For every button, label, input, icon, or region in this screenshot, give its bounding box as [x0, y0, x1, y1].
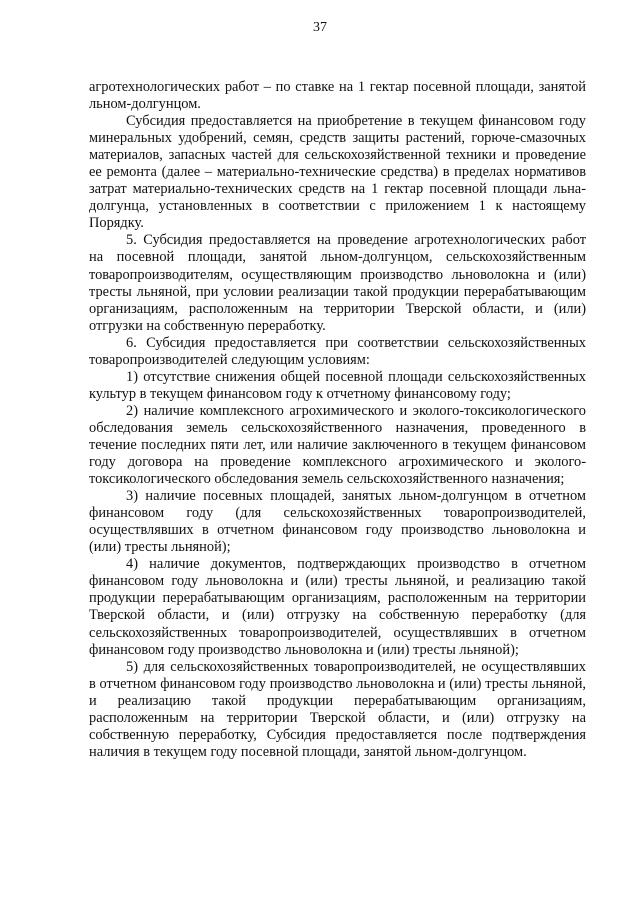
paragraph-p3: 6. Субсидия предоставляется при соответствии сельскохозяйственных товаропроизводителей следующим условиям:: [89, 334, 586, 368]
page-number: 37: [313, 20, 327, 35]
body-text: [89, 79, 586, 761]
paragraph-p1: Субсидия предоставляется на приобретение в текущем финансовом году минеральных удобрений, семян, средств защиты растений, горюче-смазочных материалов, запасных частей для сельскохозяйственной техники и проведение ее ремонта (далее – материально-технические средства) в пределах нормативов затрат материально-технических средств на 1 гектар посевной площади льна-долгунца, установленных в соответствии с приложением 1 к настоящему Порядку.: [89, 113, 586, 232]
paragraph-p7: 4) наличие документов, подтверждающих производство в отчетном финансовом году льноволокна и (или) тресты льняной, и реализацию такой продукции перерабатывающим организациям, расположенным на территории Тверской области, и (или) отгрузку на собственную переработку (для сельскохозяйственных товаропроизводителей, осуществлявших в отчетном финансовом году производство льноволокна и (или) тресты льняной);: [89, 556, 586, 658]
paragraph-p4: 1) отсутствие снижения общей посевной площади сельскохозяйственных культур в текущем финансовом году к отчетному финансовому году;: [89, 368, 586, 402]
paragraph-p5: 2) наличие комплексного агрохимического и эколого-токсикологического обследования земель сельскохозяйственного назначения, проведенного в течение последних пяти лет, или наличие заключенного в текущем финансовом году договора на проведение комплексного агрохимического и эколого-токсикологического обследования земель сельскохозяйственного назначения;: [89, 402, 586, 488]
paragraph-p2: 5. Субсидия предоставляется на проведение агротехнологических работ на посевной площади, занятой льном-долгунцом, сельскохозяйственным товаропроизводителям, осуществляющим производство льноволокна и (или) тресты льняной, при условии реализации такой продукции перерабатывающим организациям, расположенным на территории Тверской области, и (или) отгрузки на собственную переработку.: [89, 232, 586, 334]
paragraph-p8: 5) для сельскохозяйственных товаропроизводителей, не осуществлявших в отчетном финансовом году производство льноволокна и (или) тресты льняной, и реализацию такой продукции перерабатывающим организациям, расположенным на территории Тверской области, и (или) отгрузку на собственную переработку, Субсидия предоставляется после подтверждения наличия в текущем году посевной площади, занятой льном-долгунцом.: [89, 658, 586, 760]
paragraph-p0: агротехнологических работ – по ставке на 1 гектар посевной площади, занятой льном-долгунцом.: [89, 79, 586, 113]
paragraph-p6: 3) наличие посевных площадей, занятых льном-долгунцом в отчетном финансовом году (для сельскохозяйственных товаропроизводителей, осуществлявших в отчетном финансовом году производство льноволокна и (или) тресты льняной);: [89, 488, 586, 556]
